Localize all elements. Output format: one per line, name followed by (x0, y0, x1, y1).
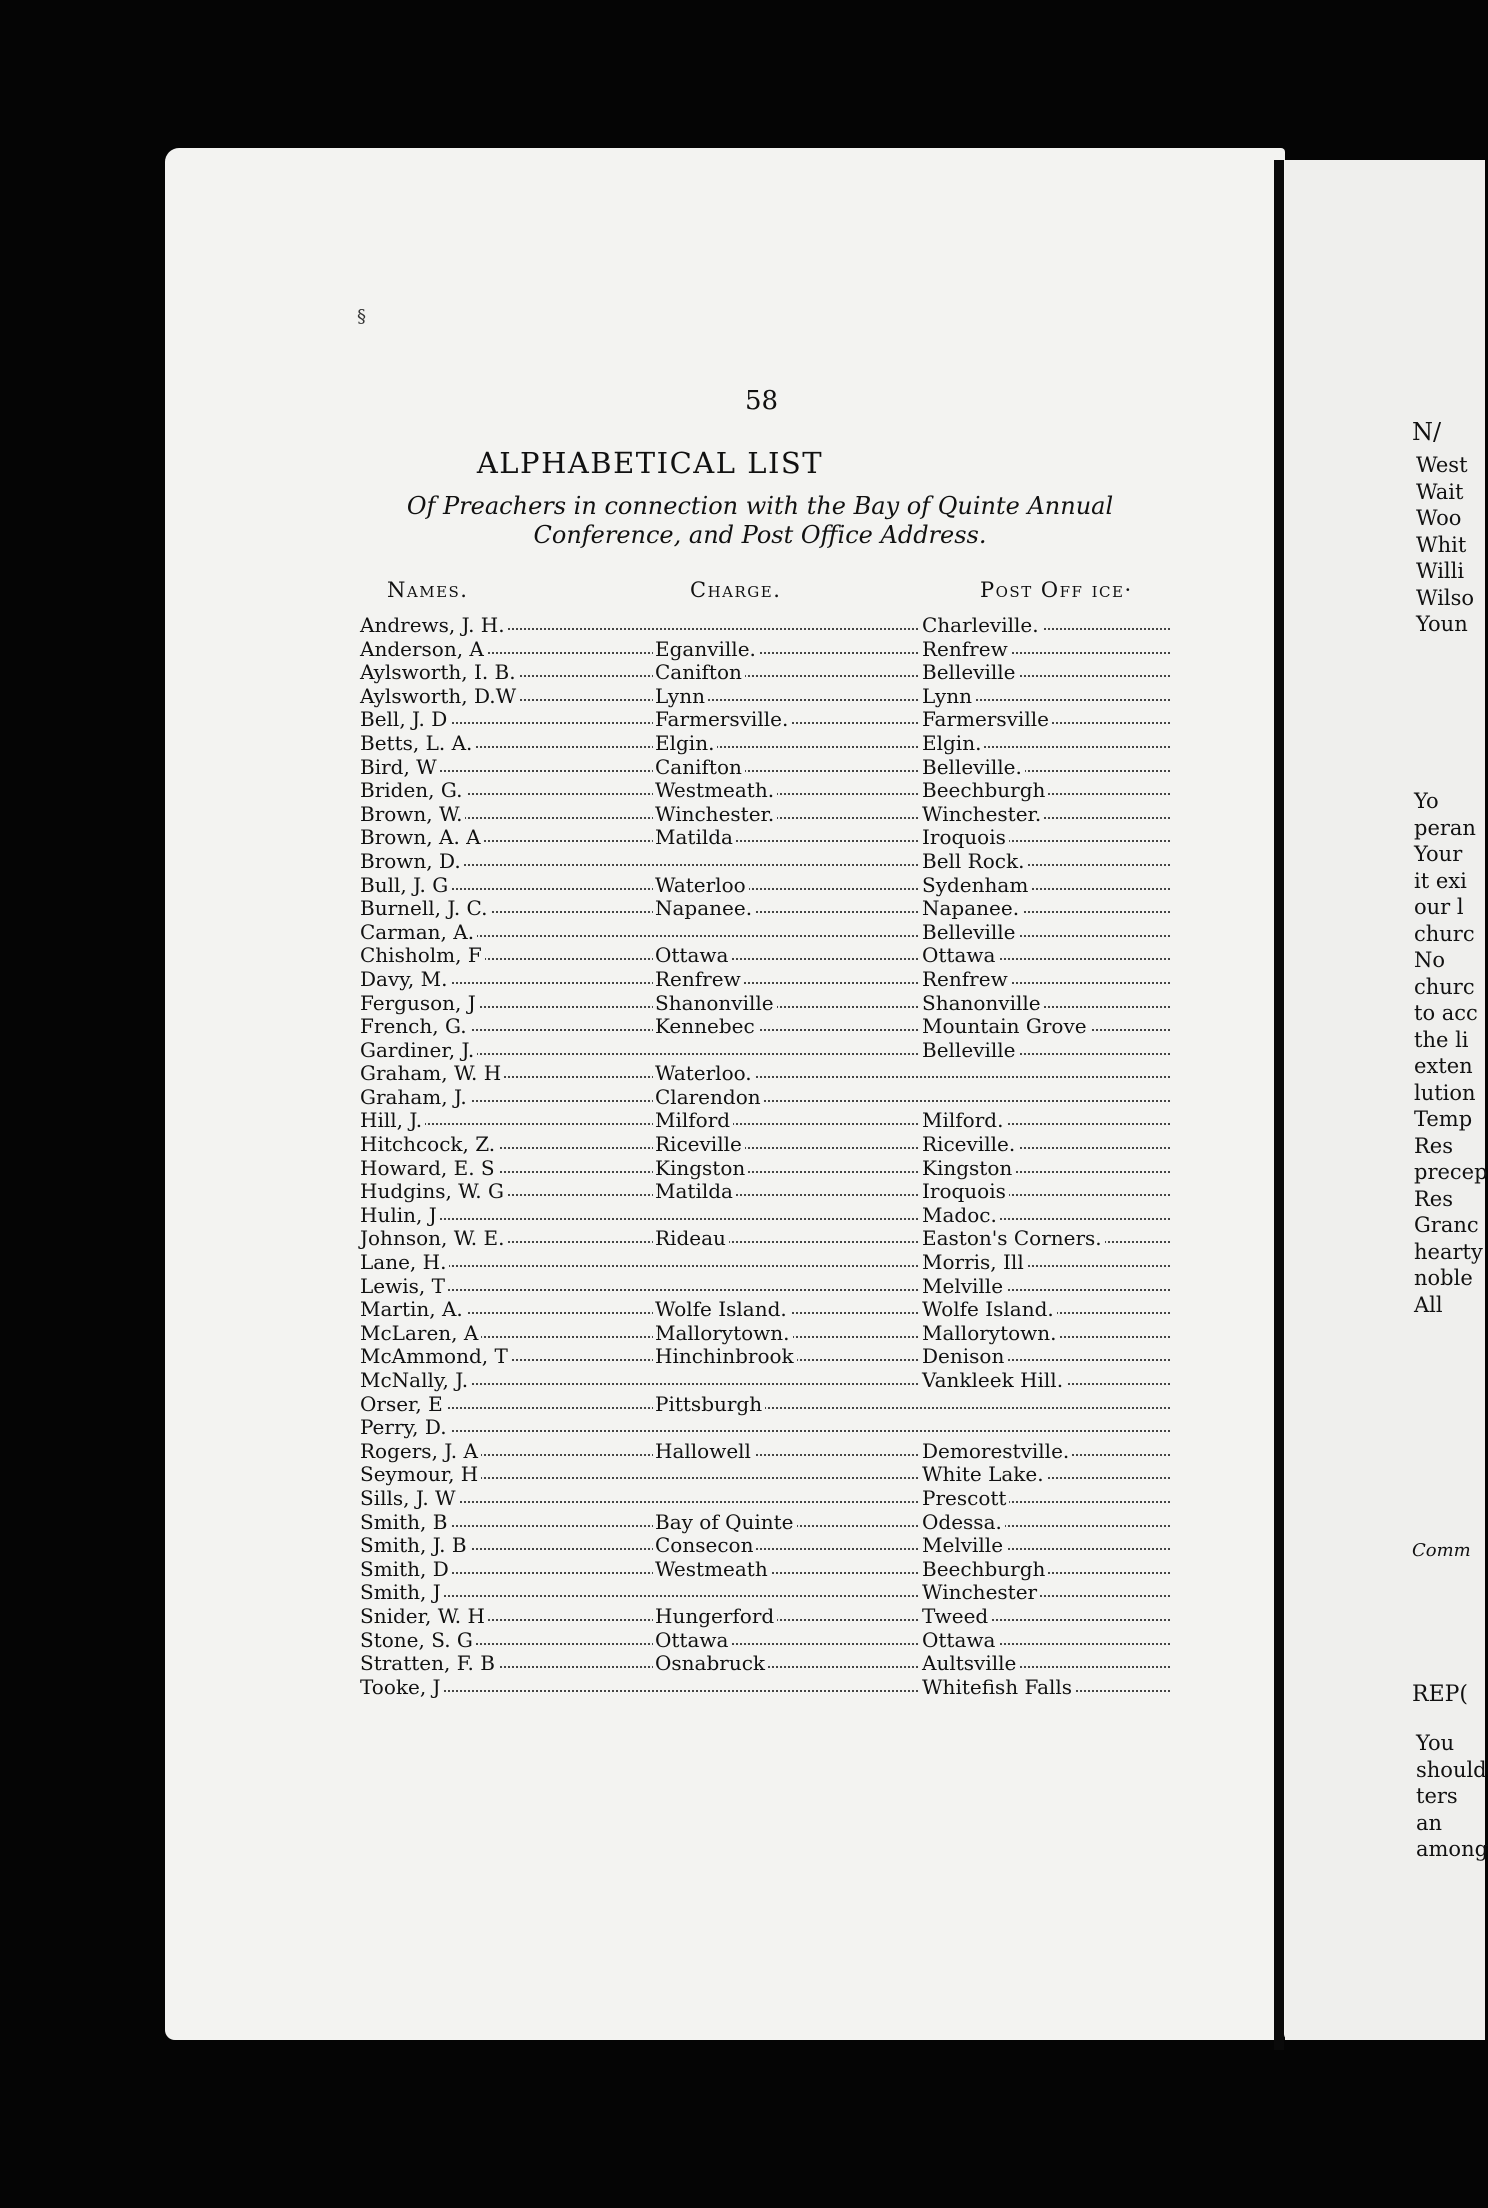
facing-text-line: No (1414, 948, 1446, 972)
post-office: Riceville. (920, 1133, 1018, 1156)
list-row (360, 1157, 1170, 1181)
post-office: Odessa. (920, 1511, 1005, 1534)
post-office: Melville (920, 1534, 1006, 1557)
facing-text-line: the li (1414, 1027, 1469, 1052)
preacher-name: Stone, S. G (360, 1629, 476, 1652)
charge-name: Wolfe Island. (653, 1298, 790, 1321)
preacher-name: Brown, D. (360, 850, 464, 873)
dot-leader (360, 1595, 1170, 1597)
facing-text-line: peran (1414, 815, 1476, 840)
charge-name: Consecon (653, 1534, 756, 1557)
facing-text-line: Youn (1416, 612, 1468, 636)
facing-text-line: hearty (1414, 1239, 1483, 1264)
facing-text-line: West (1416, 453, 1468, 477)
preacher-name: Lewis, T (360, 1275, 448, 1298)
post-office: Tweed (920, 1605, 991, 1628)
post-office: White Lake. (920, 1463, 1047, 1486)
preacher-name: Stratten, F. B (360, 1652, 498, 1675)
dot-leader (360, 1289, 1170, 1291)
charge-name: Canifton (653, 661, 745, 684)
dot-leader (360, 1430, 1170, 1432)
facing-text-line: ters an (1416, 1784, 1458, 1835)
list-row (360, 732, 1170, 756)
list-row (360, 1204, 1170, 1228)
dot-leader (360, 1643, 1170, 1645)
preacher-name: Howard, E. S (360, 1157, 498, 1180)
charge-name: Waterloo. (653, 1062, 755, 1085)
post-office: Kingston (920, 1157, 1015, 1180)
charge-name: Westmeath (653, 1558, 771, 1581)
preacher-name: Aylsworth, D.W (360, 685, 519, 708)
facing-text-line: Your (1414, 842, 1463, 866)
preacher-name: Seymour, H (360, 1463, 481, 1486)
charge-name: Ottawa (653, 944, 731, 967)
preacher-name: Anderson, A (360, 638, 487, 661)
preacher-name: Ferguson, J (360, 992, 479, 1015)
dot-leader (360, 982, 1170, 984)
list-row (360, 850, 1170, 874)
charge-name: Farmersville. (653, 708, 791, 731)
list-row (360, 803, 1170, 827)
post-office: Vankleek Hill. (920, 1369, 1066, 1392)
list-row (360, 1463, 1170, 1487)
preacher-name: Lane, H. (360, 1251, 449, 1274)
preacher-name: Hitchcock, Z. (360, 1133, 498, 1156)
column-header-post-office: Post Off ice· (980, 578, 1133, 602)
post-office: Shanonville (920, 992, 1044, 1015)
preacher-name: Chisholm, F (360, 944, 485, 967)
post-office: Easton's Corners. (920, 1227, 1105, 1250)
preacher-name: Bull, J. G (360, 874, 451, 897)
post-office: Beechburgh (920, 1558, 1048, 1581)
charge-name: Hungerford (653, 1605, 777, 1628)
facing-text-line: All (1414, 1292, 1443, 1317)
post-office: Beechburgh (920, 779, 1048, 802)
preacher-name: Brown, A. A (360, 826, 484, 849)
list-row (360, 1511, 1170, 1535)
preacher-name: Aylsworth, I. B. (360, 661, 519, 684)
dot-leader (360, 1501, 1170, 1503)
dot-leader (360, 1548, 1170, 1550)
preacher-name: Johnson, W. E. (360, 1227, 507, 1250)
dot-leader (360, 1123, 1170, 1125)
list-row (360, 1440, 1170, 1464)
dot-leader (360, 1265, 1170, 1267)
list-row (360, 1345, 1170, 1369)
post-office: Sydenham (920, 874, 1031, 897)
facing-text-line: Yo (1414, 789, 1439, 813)
facing-text-line: churc (1414, 974, 1475, 999)
facing-text-line: Willi (1416, 559, 1465, 583)
preacher-list (360, 614, 1170, 1699)
dot-leader (360, 1477, 1170, 1479)
post-office: Farmersville (920, 708, 1052, 731)
facing-text-line: churc (1414, 921, 1475, 946)
facing-text-line: You (1416, 1731, 1455, 1755)
preacher-name: Carman, A. (360, 921, 477, 944)
list-row (360, 1369, 1170, 1393)
list-row (360, 826, 1170, 850)
facing-text-line: Wilso (1416, 585, 1475, 610)
post-office: Belleville (920, 661, 1019, 684)
list-row (360, 1298, 1170, 1322)
post-office: Lynn (920, 685, 975, 708)
list-row (360, 614, 1170, 638)
post-office: Iroquois (920, 826, 1009, 849)
charge-name: Hinchinbrook (653, 1345, 797, 1368)
facing-text-line: among (1416, 1837, 1488, 1861)
page-subtitle (340, 492, 1180, 550)
list-row (360, 1322, 1170, 1346)
facing-text-line: Res (1414, 1133, 1454, 1158)
preacher-name: Sills, J. W (360, 1487, 459, 1510)
list-row (360, 685, 1170, 709)
post-office: Morris, Ill (920, 1251, 1027, 1274)
preacher-name: Hill, J. (360, 1109, 425, 1132)
post-office: Aultsville (920, 1652, 1019, 1675)
facing-text-line: Res (1414, 1186, 1454, 1211)
list-row (360, 921, 1170, 945)
dot-leader (360, 1218, 1170, 1220)
list-row (360, 1086, 1170, 1110)
list-row (360, 1393, 1170, 1417)
preacher-name: Smith, B (360, 1511, 450, 1534)
preacher-name: Bird, W (360, 756, 440, 779)
dot-leader (360, 888, 1170, 890)
margin-mark: § (357, 306, 366, 327)
page-gutter (1274, 160, 1284, 2050)
charge-name: Matilda (653, 826, 736, 849)
preacher-name: Graham, J. (360, 1086, 470, 1109)
preacher-name: Hudgins, W. G (360, 1180, 507, 1203)
subtitle-line-2: Conference, and Post Office Address. (533, 521, 987, 549)
preacher-name: Burnell, J. C. (360, 897, 491, 920)
list-row (360, 968, 1170, 992)
charge-name: Elgin. (653, 732, 717, 755)
list-row (360, 708, 1170, 732)
post-office: Napanee. (920, 897, 1022, 920)
facing-text-line: Temp (1414, 1107, 1473, 1131)
post-office: Demorestville. (920, 1440, 1072, 1463)
facing-list (1416, 452, 1474, 638)
preacher-name: Graham, W. H (360, 1062, 504, 1085)
charge-name: Kingston (653, 1157, 748, 1180)
dot-leader (360, 746, 1170, 748)
dot-leader (360, 864, 1170, 866)
post-office: Melville (920, 1275, 1006, 1298)
post-office: Belleville (920, 921, 1019, 944)
list-row (360, 1629, 1170, 1653)
preacher-name: Hulin, J (360, 1204, 440, 1227)
list-row (360, 1676, 1170, 1700)
post-office: Ottawa (920, 944, 998, 967)
preacher-name: Briden, G. (360, 779, 466, 802)
post-office: Bell Rock. (920, 850, 1027, 873)
preacher-name: Smith, J. B (360, 1534, 470, 1557)
list-row (360, 1581, 1170, 1605)
post-office: Winchester. (920, 803, 1044, 826)
charge-name: Matilda (653, 1180, 736, 1203)
preacher-name: Gardiner, J. (360, 1039, 477, 1062)
facing-comm: Comm (1412, 1540, 1471, 1561)
preacher-name: Andrews, J. H. (360, 614, 508, 637)
charge-name: Shanonville (653, 992, 777, 1015)
dot-leader (360, 1100, 1170, 1102)
column-header-names: Names. (387, 578, 469, 602)
preacher-name: McAmmond, T (360, 1345, 511, 1368)
preacher-name: McNally, J. (360, 1369, 471, 1392)
list-row (360, 1605, 1170, 1629)
charge-name: Kennebec (653, 1015, 758, 1038)
facing-text-line: to acc (1414, 1001, 1478, 1025)
charge-name: Lynn (653, 685, 708, 708)
facing-text-line: exten (1414, 1054, 1473, 1078)
preacher-name: Orser, E (360, 1393, 446, 1416)
charge-name: Canifton (653, 756, 745, 779)
facing-text-line: should (1416, 1757, 1487, 1782)
post-office: Mallorytown. (920, 1322, 1060, 1345)
charge-name: Riceville (653, 1133, 745, 1156)
charge-name: Mallorytown. (653, 1322, 793, 1345)
charge-name: Rideau (653, 1227, 729, 1250)
charge-name: Westmeath. (653, 779, 777, 802)
preacher-name: Rogers, J. A (360, 1440, 481, 1463)
dot-leader (360, 770, 1170, 772)
charge-name: Napanee. (653, 897, 755, 920)
post-office: Winchester (920, 1581, 1040, 1604)
list-row (360, 1133, 1170, 1157)
list-row (360, 1039, 1170, 1063)
list-row (360, 1534, 1170, 1558)
facing-text-line: Woo (1416, 506, 1462, 530)
list-row (360, 1180, 1170, 1204)
post-office: Renfrew (920, 968, 1011, 991)
list-row (360, 1227, 1170, 1251)
facing-text-line: lution (1414, 1080, 1476, 1105)
facing-text-line: our l (1414, 895, 1464, 919)
charge-name: Pittsburgh (653, 1393, 765, 1416)
facing-text (1414, 788, 1488, 1318)
list-row (360, 1416, 1170, 1440)
preacher-name: Perry, D. (360, 1416, 450, 1439)
list-row (360, 944, 1170, 968)
list-row (360, 1251, 1170, 1275)
list-row (360, 897, 1170, 921)
charge-name: Renfrew (653, 968, 744, 991)
list-row (360, 661, 1170, 685)
column-header-charge: Charge. (690, 578, 782, 602)
charge-name: Milford (653, 1109, 733, 1132)
charge-name: Hallowell (653, 1440, 754, 1463)
charge-name: Winchester. (653, 803, 777, 826)
post-office: Wolfe Island. (920, 1298, 1057, 1321)
list-row (360, 1109, 1170, 1133)
subtitle-line-1: Of Preachers in connection with the Bay of Quinte Annual (406, 492, 1114, 520)
post-office: Elgin. (920, 732, 984, 755)
facing-text-line: noble (1414, 1266, 1473, 1290)
preacher-name: Smith, D (360, 1558, 452, 1581)
preacher-name: McLaren, A (360, 1322, 481, 1345)
preacher-name: Betts, L. A. (360, 732, 475, 755)
charge-name: Eganville. (653, 638, 759, 661)
list-row (360, 638, 1170, 662)
post-office: Charleville. (920, 614, 1042, 637)
preacher-name: Brown, W. (360, 803, 465, 826)
list-row (360, 779, 1170, 803)
list-row (360, 1652, 1170, 1676)
preacher-name: Tooke, J (360, 1676, 444, 1699)
preacher-name: Davy, M. (360, 968, 450, 991)
facing-text-line: Granc (1414, 1213, 1479, 1237)
charge-name: Bay of Quinte (653, 1511, 797, 1534)
post-office: Whitefish Falls (920, 1676, 1075, 1699)
charge-name: Clarendon (653, 1086, 764, 1109)
charge-name: Waterloo (653, 874, 749, 897)
post-office: Belleville (920, 1039, 1019, 1062)
post-office: Belleville. (920, 756, 1025, 779)
list-row (360, 1062, 1170, 1086)
preacher-name: Smith, J (360, 1581, 444, 1604)
post-office: Mountain Grove (920, 1015, 1090, 1038)
preacher-name: Martin, A. (360, 1298, 466, 1321)
charge-name: Ottawa (653, 1629, 731, 1652)
facing-bottom-text (1416, 1730, 1488, 1863)
dot-leader (360, 935, 1170, 937)
page-title: ALPHABETICAL LIST (476, 446, 824, 480)
list-row (360, 874, 1170, 898)
facing-text-line: it exi (1414, 868, 1467, 893)
preacher-name: French, G. (360, 1015, 470, 1038)
facing-text-line: precep (1414, 1160, 1488, 1184)
post-office: Prescott (920, 1487, 1009, 1510)
facing-report-heading: REP( (1412, 1682, 1469, 1707)
list-row (360, 1487, 1170, 1511)
list-row (360, 1275, 1170, 1299)
facing-text-line: Whit (1416, 532, 1467, 557)
preacher-name: Snider, W. H (360, 1605, 488, 1628)
facing-text-line: Wait (1416, 479, 1464, 504)
page-number: 58 (745, 386, 779, 416)
facing-heading: N/ (1412, 418, 1442, 446)
post-office: Denison (920, 1345, 1007, 1368)
post-office: Ottawa (920, 1629, 998, 1652)
list-row (360, 1015, 1170, 1039)
list-row (360, 756, 1170, 780)
dot-leader (360, 1053, 1170, 1055)
preacher-name: Bell, J. D (360, 708, 450, 731)
post-office: Madoc. (920, 1204, 1000, 1227)
post-office: Milford. (920, 1109, 1006, 1132)
list-row (360, 1558, 1170, 1582)
post-office: Renfrew (920, 638, 1011, 661)
charge-name: Osnabruck (653, 1652, 768, 1675)
list-row (360, 992, 1170, 1016)
post-office: Iroquois (920, 1180, 1009, 1203)
